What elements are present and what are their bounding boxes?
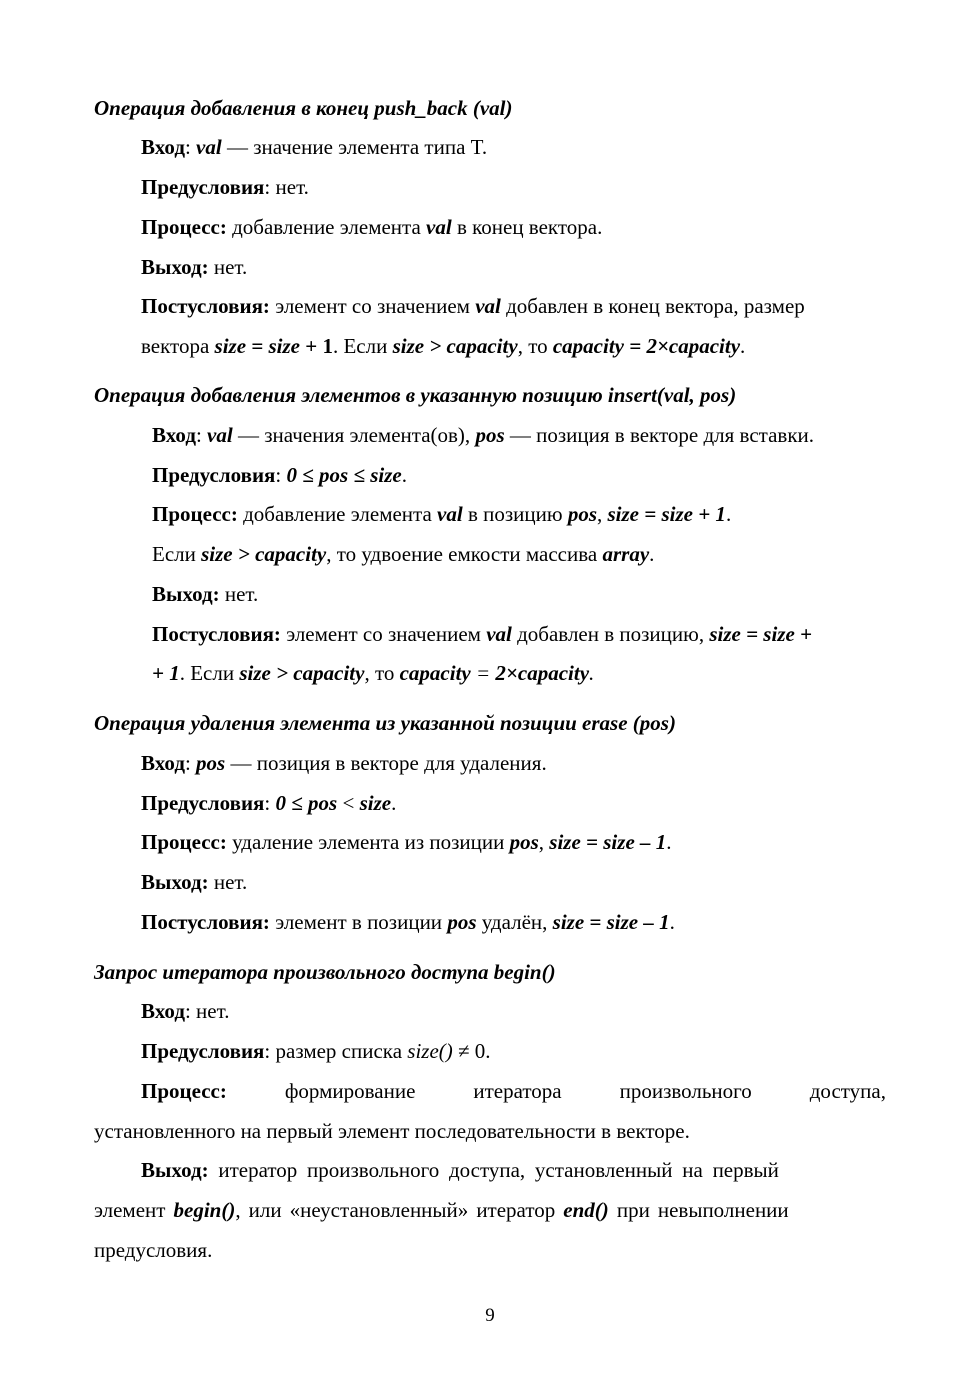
push-back-process: Процесс: добавление элемента val в конец вектора. (141, 215, 603, 239)
begin-input: Вход: нет. (141, 999, 230, 1023)
begin-heading: Запрос итератора произвольного доступа begin() (94, 960, 556, 984)
begin-output-line3: предусловия. (94, 1238, 213, 1262)
begin-output-line2: элемент begin(), или «неустановленный» итератор end() при невыполнении (94, 1198, 789, 1222)
push-back-postcondition-line2: вектора size = size + 1. Если size > capacity, то capacity = 2×capacity. (141, 334, 746, 358)
erase-output: Выход: нет. (141, 870, 248, 894)
push-back-postcondition-line1: Постусловия: элемент со значением val добавлен в конец вектора, размер (141, 294, 805, 318)
begin-process-line2: установленного на первый элемент последовательности в векторе. (94, 1119, 690, 1143)
insert-heading: Операция добавления элементов в указанную позицию insert(val, pos) (94, 383, 737, 407)
erase-input: Вход: pos — позиция в векторе для удаления. (141, 751, 547, 775)
push-back-input: Вход: val — значение элемента типа T. (141, 135, 488, 159)
page-number: 9 (485, 1305, 495, 1326)
insert-process: Процесс: добавление элемента val в позицию pos, size = size + 1. (152, 502, 732, 526)
erase-postcondition: Постусловия: элемент в позиции pos удалён, size = size – 1. (141, 910, 675, 934)
erase-precondition: Предусловия: 0 ≤ pos < size. (141, 791, 397, 815)
push-back-precondition: Предусловия: нет. (141, 175, 309, 199)
erase-heading: Операция удаления элемента из указанной позиции erase (pos) (94, 711, 676, 735)
insert-input: Вход: val — значения элемента(ов), pos — позиция в векторе для вставки. (152, 423, 815, 447)
insert-precondition: Предусловия: 0 ≤ pos ≤ size. (152, 463, 407, 487)
insert-output: Выход: нет. (152, 582, 259, 606)
insert-postcondition-line2: + 1. Если size > capacity, то capacity = 2×capacity. (152, 661, 595, 685)
push-back-heading: Операция добавления в конец push_back (val) (94, 96, 513, 120)
insert-process-condition: Если size > capacity, то удвоение емкости массива array. (152, 542, 655, 566)
push-back-output: Выход: нет. (141, 255, 248, 279)
begin-precondition: Предусловия: размер списка size() ≠ 0. (141, 1039, 491, 1063)
insert-postcondition-line1: Постусловия: элемент со значением val добавлен в позицию, size = size + (152, 622, 813, 646)
begin-output-line1: Выход: итератор произвольного доступа, установленный на первый (141, 1158, 779, 1182)
begin-process-line1: Процесс: формирование итератора произвольного доступа, (141, 1079, 886, 1103)
erase-process: Процесс: удаление элемента из позиции pos, size = size – 1. (141, 830, 672, 854)
